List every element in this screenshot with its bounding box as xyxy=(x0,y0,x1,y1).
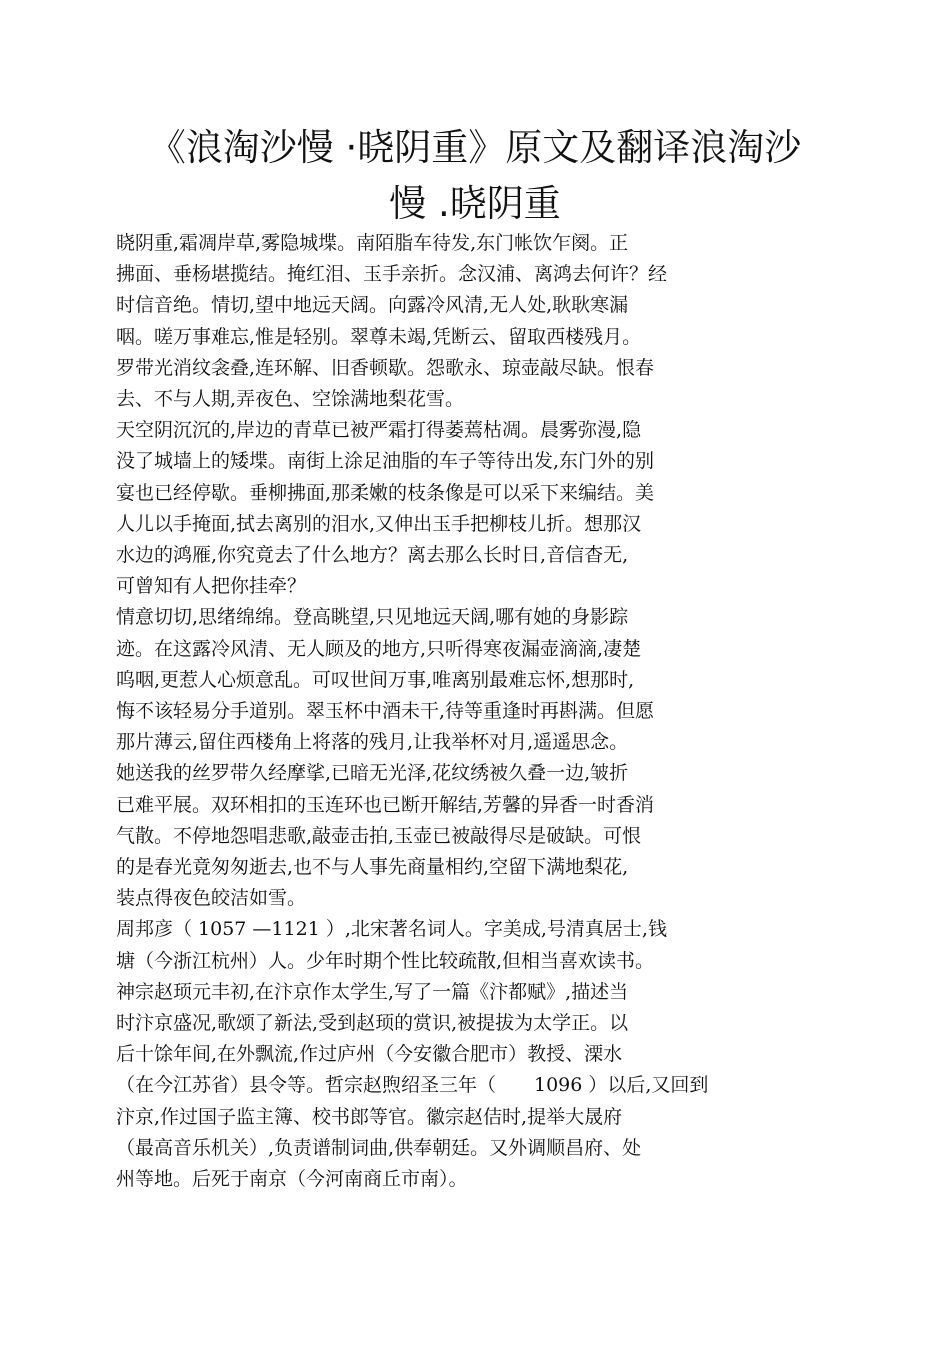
text-line: 去、不与人期,弄夜色、空馀满地梨花雪。 xyxy=(116,388,465,411)
text-line: 没了城墙上的矮堞。南街上涂足油脂的车子等待出发,东门外的别 xyxy=(116,450,655,473)
text-line: 塘（今浙江杭州）人。少年时期个性比较疏散,但相当喜欢读书。 xyxy=(116,949,655,972)
text-line: 时汴京盛况,歌颂了新法,受到赵顼的赏识,被提拔为太学正。以 xyxy=(116,1012,629,1035)
text-line: 迹。在这露冷风清、无人顾及的地方,只听得寒夜漏壶滴滴,凄楚 xyxy=(116,637,642,660)
text-line: 悔不该轻易分手道别。翠玉杯中酒未干,待等重逢时再斟满。但愿 xyxy=(116,700,655,723)
text-line: 拂面、垂杨堪揽结。掩红泪、玉手亲折。念汉浦、离鸿去何许？经 xyxy=(116,263,668,286)
text-line: 汴京,作过国子监主簿、校书郎等官。徽宗赵佶时,提举大晟府 xyxy=(116,1105,623,1128)
text-line: 气散。不停地怨唱悲歌,敲壶击拍,玉壶已被敲得尽是破缺。可恨 xyxy=(116,824,642,847)
text-line: 宴也已经停歇。垂柳拂面,那柔嫩的枝条像是可以采下来编结。美 xyxy=(116,481,655,504)
text-line: 罗带光消纹衾叠,连环解、旧香顿歇。怨歌永、琼壶敲尽缺。恨春 xyxy=(116,356,655,379)
text-line: 天空阴沉沉的,岸边的青草已被严霜打得萎蔫枯凋。晨雾弥漫,隐 xyxy=(116,419,642,442)
page-title xyxy=(100,120,850,232)
text-line: 周邦彦（ 1057 —1121 ）,北宋著名词人。字美成,号清真居士,钱 xyxy=(116,918,667,941)
text-line: 装点得夜色皎洁如雪。 xyxy=(116,887,307,910)
text-line: 可曾知有人把你挂牵？ xyxy=(116,575,307,598)
title-line: 慢 .晓阴重 xyxy=(389,182,561,225)
document-body xyxy=(116,228,836,1195)
text-line: 情意切切,思绪绵绵。登高眺望,只见地远天阔,哪有她的身影踪 xyxy=(116,606,629,629)
poem-original-paragraph xyxy=(116,228,836,415)
text-line: 神宗赵顼元丰初,在汴京作太学生,写了一篇《汴都赋》,描述当 xyxy=(116,980,629,1003)
text-line: 水边的鸿雁,你究竟去了什么地方？离去那么长时日,音信杳无, xyxy=(116,544,629,567)
text-line: （最高音乐机关）,负责谱制词曲,供奉朝廷。又外调顺昌府、处 xyxy=(116,1136,642,1159)
text-line: 那片薄云,留住西楼角上将落的残月,让我举杯对月,遥遥思念。 xyxy=(116,731,629,754)
text-line: 晓阴重,霜凋岸草,雾隐城堞。南陌脂车待发,东门帐饮乍阕。正 xyxy=(116,232,629,254)
translation-paragraph-1 xyxy=(116,415,836,602)
text-line: （在今江苏省）县令等。哲宗赵煦绍圣三年（ 1096 ）以后,又回到 xyxy=(116,1074,709,1097)
text-line: 她送我的丝罗带久经摩挲,已暗无光泽,花纹绣被久叠一边,皱折 xyxy=(116,762,629,785)
translation-paragraph-3 xyxy=(116,758,836,914)
translation-paragraph-2 xyxy=(116,602,836,758)
title-line: 《浪淘沙慢 ·晓阴重》原文及翻译浪淘沙 xyxy=(148,126,802,169)
author-bio-paragraph xyxy=(116,914,836,1195)
text-line: 已难平展。双环相扣的玉连环也已断开解结,芳馨的异香一时香消 xyxy=(116,793,655,816)
text-line: 咽。嗟万事难忘,惟是轻别。翠尊未竭,凭断云、留取西楼残月。 xyxy=(116,325,642,348)
text-line: 时信音绝。情切,望中地远天阔。向露冷风清,无人处,耿耿寒漏 xyxy=(116,294,629,317)
text-line: 后十馀年间,在外飘流,作过庐州（今安徽合肥市）教授、溧水 xyxy=(116,1043,623,1066)
text-line: 人儿以手掩面,拭去离别的泪水,又伸出玉手把柳枝儿折。想那汉 xyxy=(116,512,642,535)
text-line: 呜咽,更惹人心烦意乱。可叹世间万事,唯离别最难忘怀,想那时, xyxy=(116,668,635,691)
text-line: 的是春光竟匆匆逝去,也不与人事先商量相约,空留下满地梨花, xyxy=(116,856,629,879)
text-line: 州等地。后死于南京（今河南商丘市南）。 xyxy=(116,1168,468,1191)
